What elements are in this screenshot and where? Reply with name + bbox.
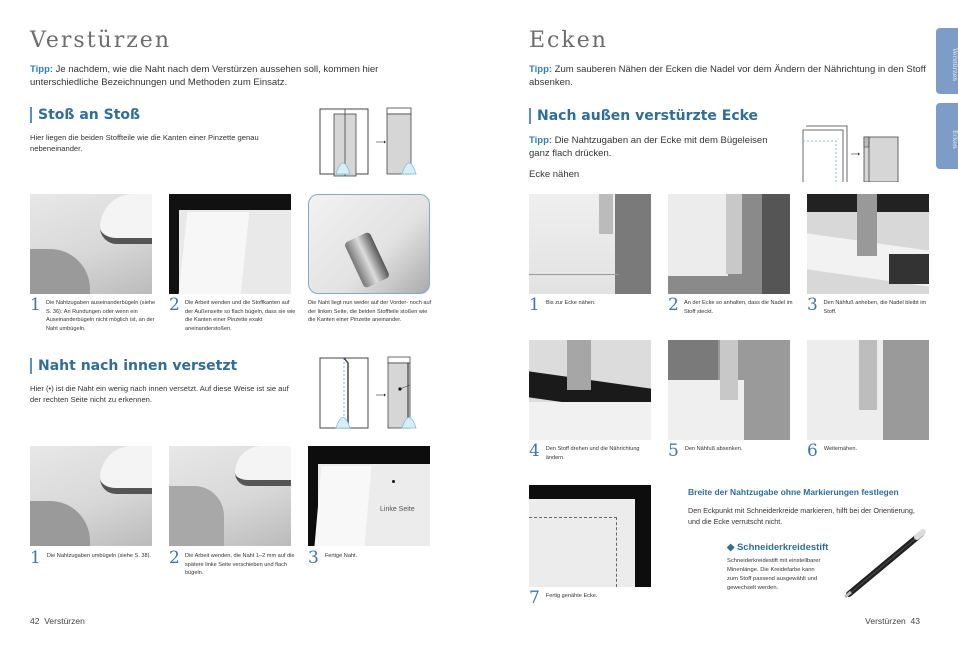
right-page bbox=[479, 0, 958, 648]
photo-lower-presser-foot bbox=[668, 340, 790, 440]
tip-label: Tipp: bbox=[529, 135, 553, 146]
info-text: Den Eckpunkt mit Schneiderkreide markieren, hilft bei der Orientierung, und die Ecke verrutscht nicht. bbox=[688, 506, 915, 526]
tip-text: Je nachdem, wie die Naht nach dem Verstürzen aussehen soll, kommen hier unterschiedliche Bezeichnungen und Methoden zum Einsatz. bbox=[30, 64, 379, 88]
photo-continue-sewing bbox=[807, 340, 929, 440]
step-text: Die Arbeit wenden, die Naht 1–2 mm auf die spätere linke Seite verschieben und flach bügeln. bbox=[185, 553, 295, 576]
side-tab-label: Verstürzen bbox=[951, 47, 958, 81]
stoss-an-stoss-diagram bbox=[318, 102, 428, 180]
photo-lift-presser-foot bbox=[807, 194, 929, 294]
naht-nach-innen-diagram bbox=[318, 353, 428, 433]
chapter-title: Verstürzen bbox=[30, 28, 171, 53]
photo-iron-seam-allowance bbox=[30, 446, 152, 546]
step-number: 2 bbox=[169, 548, 180, 568]
tip-paragraph bbox=[30, 63, 430, 89]
step-number: 2 bbox=[169, 295, 180, 315]
section-text: Hier (•) ist die Naht ein wenig nach innen versetzt. Auf diese Weise ist sie auf der rechten Seite nicht zu erkennen. bbox=[30, 384, 289, 404]
tip-label: Tipp: bbox=[529, 64, 553, 75]
section-heading-nach-aussen: Nach außen verstürzte Ecke bbox=[529, 108, 758, 124]
step-2 bbox=[169, 297, 299, 333]
step-text: Fertige Naht. bbox=[324, 553, 358, 559]
chalk-pencil-icon bbox=[839, 528, 929, 600]
step-text: Die Nahtzugaben umbügeln (siehe S. 38). bbox=[46, 553, 151, 559]
photo-stop-at-corner bbox=[668, 194, 790, 294]
step-text: An der Ecke so anhalten, dass die Nadel im Stoff steckt. bbox=[684, 300, 793, 315]
product-text: Schneiderkreidestift mit einstellbarer Minenlänge. Die Kreidefarbe kann zum Stoff passend ausgewählt und gewechselt werden. bbox=[727, 558, 821, 591]
side-tab-verstuerzen[interactable] bbox=[936, 28, 958, 94]
section-subtitle: Ecke nähen bbox=[529, 169, 580, 180]
step-number: 4 bbox=[529, 441, 540, 461]
step-number: 5 bbox=[668, 441, 679, 461]
tip-paragraph bbox=[529, 63, 929, 89]
section-heading-naht-nach-innen: Naht nach innen versetzt bbox=[30, 358, 237, 374]
photo-finished-corner bbox=[529, 485, 651, 587]
section-text: Hier liegen die beiden Stoffteile wie die Kanten einer Pinzette genau nebeneinander. bbox=[30, 133, 259, 153]
product-title: ◆ Schneiderkreidestift bbox=[727, 542, 829, 553]
page-footer bbox=[865, 616, 920, 628]
step-number: 1 bbox=[529, 295, 540, 315]
step-6 bbox=[807, 443, 937, 459]
page-footer bbox=[30, 616, 85, 628]
step-1 bbox=[30, 297, 160, 333]
side-tab-label: Ecken bbox=[951, 129, 958, 149]
step-text: Bis zur Ecke nähen. bbox=[545, 300, 596, 306]
step-text: Die Arbeit wenden und die Stoffkanten auf der Außenseite so flach bügeln, dass sie wie die Kanten einer Pinzette exakt aneinanderstoßen. bbox=[185, 300, 296, 332]
step-text: Den Stoff drehen und die Nährichtung ändern. bbox=[545, 446, 640, 461]
photo-turn-fabric bbox=[529, 340, 651, 440]
photo-sew-to-corner bbox=[529, 194, 651, 294]
section-tip bbox=[529, 134, 789, 160]
step-number: 3 bbox=[308, 548, 319, 568]
step-text: Den Nähfuß anheben, die Nadel bleibt im Stoff. bbox=[823, 300, 927, 315]
corner-diagram bbox=[801, 124, 901, 182]
step-text: Die Nahtzugaben auseinanderbügeln (siehe S. 36). An Rundungen oder wenn ein Auseinanderbügeln nicht möglich ist, an der Naht umbügeln. bbox=[46, 300, 156, 332]
footer-section: Verstürzen bbox=[865, 616, 906, 626]
photo-label-linke-seite: Linke Seite bbox=[380, 506, 415, 513]
tip-text: Die Nahtzugaben an der Ecke mit dem Bügeleisen ganz flach drücken. bbox=[529, 135, 768, 159]
step-4 bbox=[529, 443, 659, 462]
page-number: 42 bbox=[30, 616, 40, 626]
step-number: 3 bbox=[807, 295, 818, 315]
step-5 bbox=[668, 443, 798, 459]
step-3 bbox=[807, 297, 937, 316]
step-2 bbox=[668, 297, 798, 316]
step-number: 7 bbox=[529, 588, 540, 608]
footer-section: Verstürzen bbox=[44, 616, 85, 626]
step-2 bbox=[169, 550, 299, 578]
step-text: Fertig genähte Ecke. bbox=[545, 593, 598, 599]
page-number: 43 bbox=[910, 616, 920, 626]
chapter-title: Ecken bbox=[529, 28, 608, 53]
photo-folded-fabric bbox=[169, 194, 291, 294]
step-number: 1 bbox=[30, 295, 41, 315]
step-7 bbox=[529, 590, 659, 606]
photo-tweezers bbox=[308, 194, 430, 294]
step-text: Den Nähfuß absenken. bbox=[684, 446, 743, 452]
step-1 bbox=[30, 550, 160, 566]
photo-finished-seam bbox=[308, 446, 430, 546]
tip-label: Tipp: bbox=[30, 64, 54, 75]
section-heading-stoss-an-stoss: Stoß an Stoß bbox=[30, 107, 140, 123]
side-tab-ecken[interactable] bbox=[936, 103, 958, 169]
tip-text: Zum sauberen Nähen der Ecken die Nadel vor dem Ändern der Nährichtung in den Stoff absenken. bbox=[529, 64, 926, 88]
step-note bbox=[308, 297, 433, 325]
step-text: Die Naht liegt nun weder auf der Vorder- noch auf der linken Seite, die beiden Stoffteile stoßen wie die Kanten einer Pinzette aneinander. bbox=[308, 300, 432, 323]
info-heading: Breite der Nahtzugabe ohne Markierungen festlegen bbox=[688, 487, 899, 497]
photo-ironing-seam bbox=[30, 194, 152, 294]
step-number: 2 bbox=[668, 295, 679, 315]
step-number: 1 bbox=[30, 548, 41, 568]
photo-shift-seam bbox=[169, 446, 291, 546]
step-text: Weiternähen. bbox=[823, 446, 857, 452]
step-3 bbox=[308, 550, 433, 566]
step-1 bbox=[529, 297, 659, 313]
step-number: 6 bbox=[807, 441, 818, 461]
